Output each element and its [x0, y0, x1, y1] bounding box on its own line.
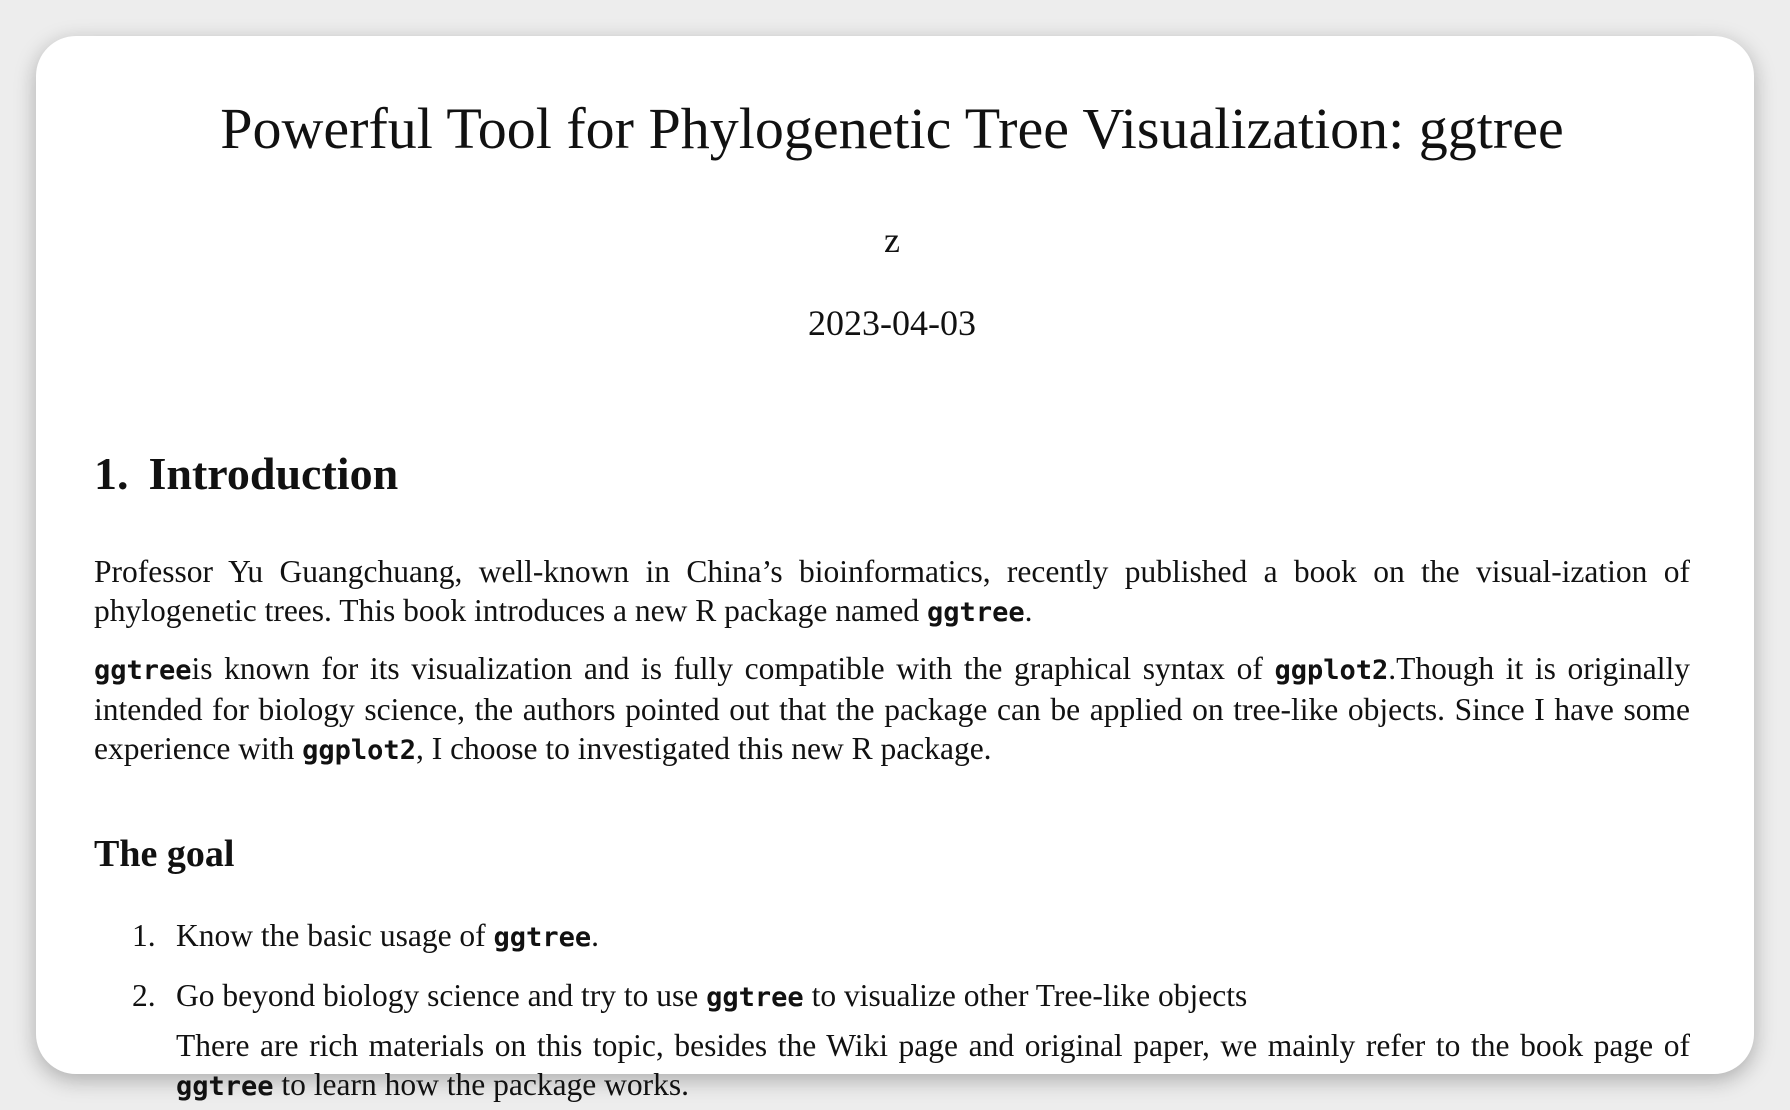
inline-code: ggtree [927, 597, 1025, 628]
list-item-text [176, 976, 1690, 1017]
inline-code: ggtree [94, 655, 192, 686]
list-marker: 2. [132, 978, 156, 1013]
list-text: Know the basic usage of [176, 918, 494, 953]
list-text: to learn how the package works. [273, 1067, 690, 1102]
intro-paragraph-1 [94, 552, 1690, 632]
subsection-heading-goal: The goal [94, 833, 235, 875]
inline-code: ggtree [493, 922, 592, 953]
date: 2023-04-03 [808, 303, 976, 343]
list-item-text [176, 916, 1690, 957]
paragraph-text: , I choose to investigated this new R package. [415, 731, 992, 766]
section-title: Introduction [148, 448, 399, 499]
list-marker: 1. [132, 918, 156, 953]
list-item-subparagraph [176, 1026, 1690, 1106]
list-text: . [591, 918, 599, 953]
intro-paragraph-2 [94, 649, 1690, 770]
paragraph-text: is known for its visualization and is fully compatible with the graphical syntax of [191, 651, 1275, 686]
author: z [884, 220, 900, 260]
list-text: Go beyond biology science and try to use [176, 978, 707, 1013]
inline-code: ggtree [176, 1071, 274, 1102]
section-number: 1. [94, 448, 129, 499]
inline-code: ggtree [706, 982, 804, 1013]
document-title: Powerful Tool for Phylogenetic Tree Visualization: ggtree [220, 96, 1564, 161]
paragraph-text: . [1024, 593, 1033, 628]
document-page [36, 36, 1754, 1102]
inline-code: ggplot2 [302, 735, 416, 766]
paragraph-text: .Though it is originally intended for biology science, the authors pointed out that the package can be applied on tree-like objects. Since I have some experience with [94, 651, 1690, 766]
section-heading-introduction [94, 446, 398, 502]
paragraph-text: Professor Yu Guangchuang, well-known in China’s bioinformatics, recently published a book on the visual-ization of phylogenetic trees. This book introduces a new R package named [94, 554, 1690, 628]
list-text: There are rich materials on this topic, besides the Wiki page and original paper, we mainly refer to the book page of [176, 1028, 1690, 1063]
list-text: to visualize other Tree-like objects [803, 978, 1248, 1013]
inline-code: ggplot2 [1274, 655, 1389, 686]
